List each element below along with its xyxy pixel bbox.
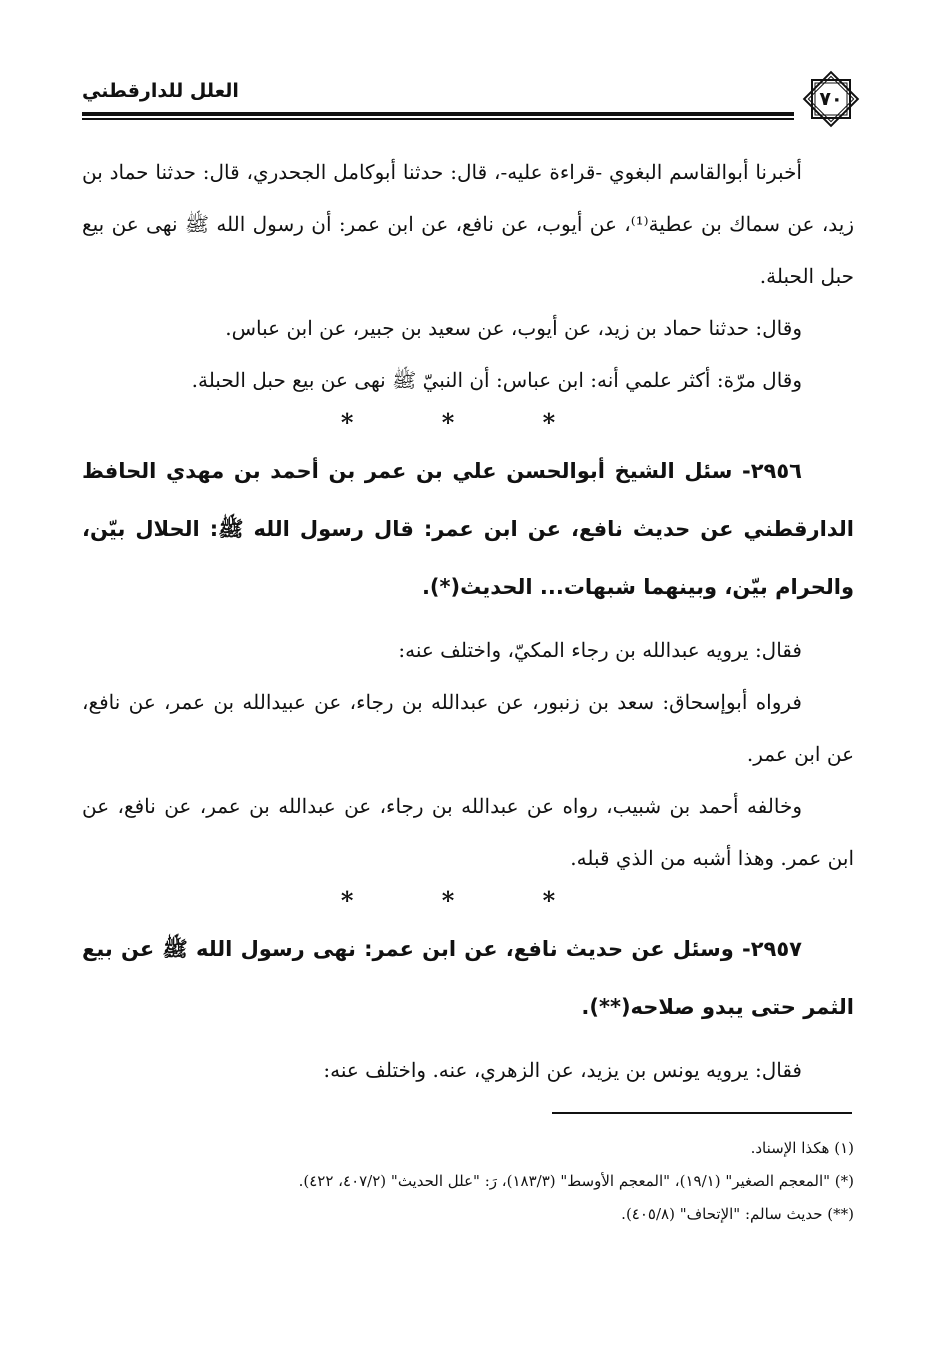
paragraph-akthar-ilmi: وقال مرّة: أكثر علمي أنه: ابن عباس: أن النبيّ ﷺ نهى عن بيع حبل الحبلة.	[191, 368, 802, 392]
paragraph-ibn-abbas: وقال: حدثنا حماد بن زيد، عن أيوب، عن سعيد بن جبير، عن ابن عباس.	[225, 316, 802, 340]
main-text	[82, 146, 854, 1096]
header-rule-thin	[82, 118, 794, 120]
running-title: العلل للدارقطني	[82, 80, 239, 102]
footnotes	[82, 1132, 854, 1231]
page-header	[82, 68, 862, 130]
section-separator-stars: * * *	[340, 886, 596, 915]
section-separator-stars: * * *	[340, 408, 596, 437]
footnote-double-star: (**) حديث سالم: "الإتحاف" (٤٠٥/٨).	[621, 1205, 854, 1223]
footnote-separator	[552, 1112, 852, 1114]
question-2956: ٢٩٥٦- سئل الشيخ أبوالحسن علي بن عمر بن أحمد بن مهدي الحافظ الدارقطني عن حديث نافع، عن ابن عمر: قال رسول الله ﷺ: الحلال بيّن، والحرام بيّن، وبينهما شبهات... الحديث(*).	[82, 459, 854, 599]
paragraph-isnad: أخبرنا أبوالقاسم البغوي -قراءة عليه-، قال: حدثنا أبوكامل الجحدري، قال: حدثنا حماد بن زيد، عن سماك بن عطية⁽¹⁾، عن أيوب، عن نافع، عن ابن عمر: أن رسول الله ﷺ نهى عن بيع حبل الحبلة.	[82, 160, 854, 288]
paragraph-answer-2957: فقال: يرويه يونس بن يزيد، عن الزهري، عنه. واختلف عنه:	[323, 1058, 802, 1082]
footnote-1: (١) هكذا الإسناد.	[750, 1139, 854, 1157]
page-number: ٧٠	[819, 88, 843, 110]
paragraph-answer-2956: فقال: يرويه عبدالله بن رجاء المكيّ، واختلف عنه:	[398, 638, 802, 662]
footnote-star: (*) "المعجم الصغير" (١٩/١)، "المعجم الأوسط" (١٨٣/٣)، رَ: "علل الحديث" (٤٠٧/٢، ٤٢٢).	[298, 1172, 854, 1190]
paragraph-riwaya-abu-ishaq: فرواه أبوإسحاق: سعد بن زنبور، عن عبدالله بن رجاء، عن عبيدالله بن عمر، عن نافع، عن ابن عمر.	[82, 690, 854, 766]
question-2957: ٢٩٥٧- وسئل عن حديث نافع، عن ابن عمر: نهى رسول الله ﷺ عن بيع الثمر حتى يبدو صلاحه(**).	[82, 937, 854, 1019]
page-number-badge	[800, 68, 862, 130]
paragraph-khalafahu: وخالفه أحمد بن شبيب، رواه عن عبدالله بن رجاء، عن عبدالله بن عمر، عن نافع، عن ابن عمر. وهذا أشبه من الذي قبله.	[82, 794, 854, 870]
header-rule-thick	[82, 112, 794, 116]
